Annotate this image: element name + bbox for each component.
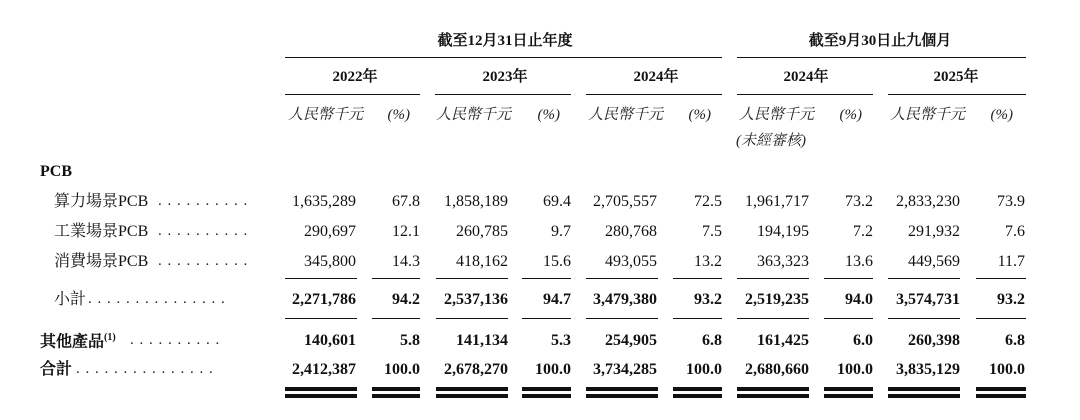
row-label: 算力場景PCB bbox=[54, 193, 149, 210]
sum-rule bbox=[824, 318, 873, 319]
cell-value: 280,768 bbox=[605, 223, 657, 240]
period-rule bbox=[435, 94, 571, 95]
double-rule bbox=[737, 394, 809, 398]
unit-pct: (%) bbox=[990, 107, 1013, 123]
cell-pct: 12.1 bbox=[392, 223, 420, 240]
sum-rule bbox=[737, 318, 809, 319]
double-rule bbox=[522, 387, 571, 391]
period-2025-nine-months: 2025年 bbox=[933, 69, 979, 85]
footnote-marker: (1) bbox=[104, 332, 116, 343]
row-label: 消費場景PCB bbox=[54, 253, 149, 270]
cell-pct: 15.6 bbox=[543, 253, 571, 270]
row-label: 工業場景PCB bbox=[54, 223, 149, 240]
double-rule bbox=[522, 394, 571, 398]
unit-unaudited: (未經審核) bbox=[736, 133, 806, 149]
subtotal-pct: 94.0 bbox=[845, 291, 873, 308]
cell-value: 2,705,557 bbox=[593, 193, 657, 210]
subtotal-value: 2,537,136 bbox=[444, 291, 508, 308]
header-rule-nine-months bbox=[737, 57, 1026, 58]
header-group-year: 截至12月31日止年度 bbox=[437, 33, 573, 49]
total-value: 3,835,129 bbox=[896, 361, 960, 378]
sum-rule bbox=[285, 278, 357, 279]
section-pcb: PCB bbox=[40, 163, 72, 180]
subtotal-pct: 93.2 bbox=[997, 291, 1025, 308]
cell-value: 493,055 bbox=[605, 253, 657, 270]
sum-rule bbox=[673, 278, 722, 279]
unit-pct: (%) bbox=[537, 107, 560, 123]
unit-rmb: 人民幣千元 bbox=[739, 107, 815, 123]
leader-dots: . . . . . . . . . . bbox=[130, 332, 221, 348]
total-pct: 100.0 bbox=[384, 361, 420, 378]
double-rule bbox=[888, 387, 960, 391]
sum-rule bbox=[285, 318, 357, 319]
double-rule bbox=[824, 387, 873, 391]
unit-rmb: 人民幣千元 bbox=[288, 107, 364, 123]
unit-rmb: 人民幣千元 bbox=[588, 107, 664, 123]
other-label-text: 其他產品 bbox=[40, 333, 105, 351]
cell-pct: 11.7 bbox=[997, 253, 1025, 270]
subtotal-label: 小計 bbox=[54, 291, 87, 308]
leader-dots: . . . . . . . . . . bbox=[158, 253, 249, 269]
period-rule bbox=[737, 94, 873, 95]
double-rule bbox=[285, 394, 357, 398]
leader-dots: . . . . . . . . . . . . . . . bbox=[88, 291, 226, 307]
period-2024: 2024年 bbox=[633, 69, 679, 85]
subtotal-pct: 94.2 bbox=[392, 291, 420, 308]
sum-rule bbox=[522, 278, 571, 279]
cell-pct: 7.2 bbox=[853, 223, 873, 240]
sum-rule bbox=[586, 318, 658, 319]
subtotal-value: 2,519,235 bbox=[745, 291, 809, 308]
total-value: 2,678,270 bbox=[444, 361, 508, 378]
total-pct: 100.0 bbox=[535, 361, 571, 378]
cell-value: 2,833,230 bbox=[896, 193, 960, 210]
double-rule bbox=[673, 394, 722, 398]
other-value: 140,601 bbox=[304, 332, 356, 349]
total-value: 3,734,285 bbox=[593, 361, 657, 378]
total-pct: 100.0 bbox=[989, 361, 1025, 378]
cell-pct: 7.5 bbox=[702, 223, 722, 240]
other-value: 141,134 bbox=[456, 332, 508, 349]
sum-rule bbox=[586, 278, 658, 279]
double-rule bbox=[673, 387, 722, 391]
double-rule bbox=[372, 394, 420, 398]
unit-rmb: 人民幣千元 bbox=[890, 107, 966, 123]
other-label bbox=[40, 333, 116, 350]
leader-dots: . . . . . . . . . . bbox=[158, 223, 249, 239]
other-value: 161,425 bbox=[757, 332, 809, 349]
total-pct: 100.0 bbox=[837, 361, 873, 378]
period-2024-nine-months: 2024年 bbox=[783, 69, 829, 85]
double-rule bbox=[285, 387, 357, 391]
sum-rule bbox=[976, 278, 1026, 279]
period-rule bbox=[888, 94, 1026, 95]
cell-pct: 7.6 bbox=[1005, 223, 1025, 240]
subtotal-value: 3,574,731 bbox=[896, 291, 960, 308]
cell-value: 290,697 bbox=[304, 223, 356, 240]
cell-pct: 72.5 bbox=[694, 193, 722, 210]
cell-value: 363,323 bbox=[757, 253, 809, 270]
unit-rmb: 人民幣千元 bbox=[436, 107, 512, 123]
unit-pct: (%) bbox=[387, 107, 410, 123]
sum-rule bbox=[436, 278, 508, 279]
cell-value: 194,195 bbox=[757, 223, 809, 240]
header-group-nine-months: 截至9月30日止九個月 bbox=[808, 33, 952, 49]
unit-pct: (%) bbox=[688, 107, 711, 123]
period-2022: 2022年 bbox=[332, 69, 378, 85]
double-rule bbox=[586, 387, 658, 391]
total-label: 合計 bbox=[40, 361, 73, 378]
subtotal-value: 3,479,380 bbox=[593, 291, 657, 308]
total-value: 2,412,387 bbox=[292, 361, 356, 378]
double-rule bbox=[436, 394, 508, 398]
double-rule bbox=[824, 394, 873, 398]
other-pct: 5.8 bbox=[400, 332, 420, 349]
double-rule bbox=[888, 394, 960, 398]
cell-pct: 13.2 bbox=[694, 253, 722, 270]
period-rule bbox=[586, 94, 722, 95]
cell-value: 291,932 bbox=[908, 223, 960, 240]
subtotal-pct: 94.7 bbox=[543, 291, 571, 308]
sum-rule bbox=[888, 278, 960, 279]
cell-pct: 67.8 bbox=[392, 193, 420, 210]
double-rule bbox=[436, 387, 508, 391]
cell-value: 449,569 bbox=[908, 253, 960, 270]
sum-rule bbox=[372, 278, 420, 279]
sum-rule bbox=[737, 278, 809, 279]
double-rule bbox=[586, 394, 658, 398]
sum-rule bbox=[372, 318, 420, 319]
double-rule bbox=[737, 387, 809, 391]
cell-value: 1,961,717 bbox=[745, 193, 809, 210]
sum-rule bbox=[976, 318, 1026, 319]
cell-pct: 9.7 bbox=[551, 223, 571, 240]
cell-value: 345,800 bbox=[304, 253, 356, 270]
period-rule bbox=[285, 94, 420, 95]
subtotal-value: 2,271,786 bbox=[292, 291, 356, 308]
sum-rule bbox=[522, 318, 571, 319]
cell-pct: 14.3 bbox=[392, 253, 420, 270]
cell-pct: 73.9 bbox=[997, 193, 1025, 210]
subtotal-pct: 93.2 bbox=[694, 291, 722, 308]
sum-rule bbox=[888, 318, 960, 319]
double-rule bbox=[976, 387, 1026, 391]
double-rule bbox=[976, 394, 1026, 398]
unit-pct: (%) bbox=[839, 107, 862, 123]
leader-dots: . . . . . . . . . . . . . . . bbox=[76, 361, 214, 377]
cell-pct: 73.2 bbox=[845, 193, 873, 210]
other-pct: 6.0 bbox=[853, 332, 873, 349]
cell-pct: 69.4 bbox=[543, 193, 571, 210]
other-pct: 5.3 bbox=[551, 332, 571, 349]
double-rule bbox=[372, 387, 420, 391]
other-value: 254,905 bbox=[605, 332, 657, 349]
leader-dots: . . . . . . . . . . bbox=[158, 193, 249, 209]
period-2023: 2023年 bbox=[482, 69, 528, 85]
other-value: 260,398 bbox=[908, 332, 960, 349]
cell-value: 418,162 bbox=[456, 253, 508, 270]
other-pct: 6.8 bbox=[702, 332, 722, 349]
cell-value: 1,635,289 bbox=[292, 193, 356, 210]
sum-rule bbox=[436, 318, 508, 319]
cell-pct: 13.6 bbox=[845, 253, 873, 270]
sum-rule bbox=[824, 278, 873, 279]
cell-value: 1,858,189 bbox=[444, 193, 508, 210]
other-pct: 6.8 bbox=[1005, 332, 1025, 349]
total-value: 2,680,660 bbox=[745, 361, 809, 378]
cell-value: 260,785 bbox=[456, 223, 508, 240]
header-rule-year bbox=[285, 57, 722, 58]
sum-rule bbox=[673, 318, 722, 319]
total-pct: 100.0 bbox=[686, 361, 722, 378]
